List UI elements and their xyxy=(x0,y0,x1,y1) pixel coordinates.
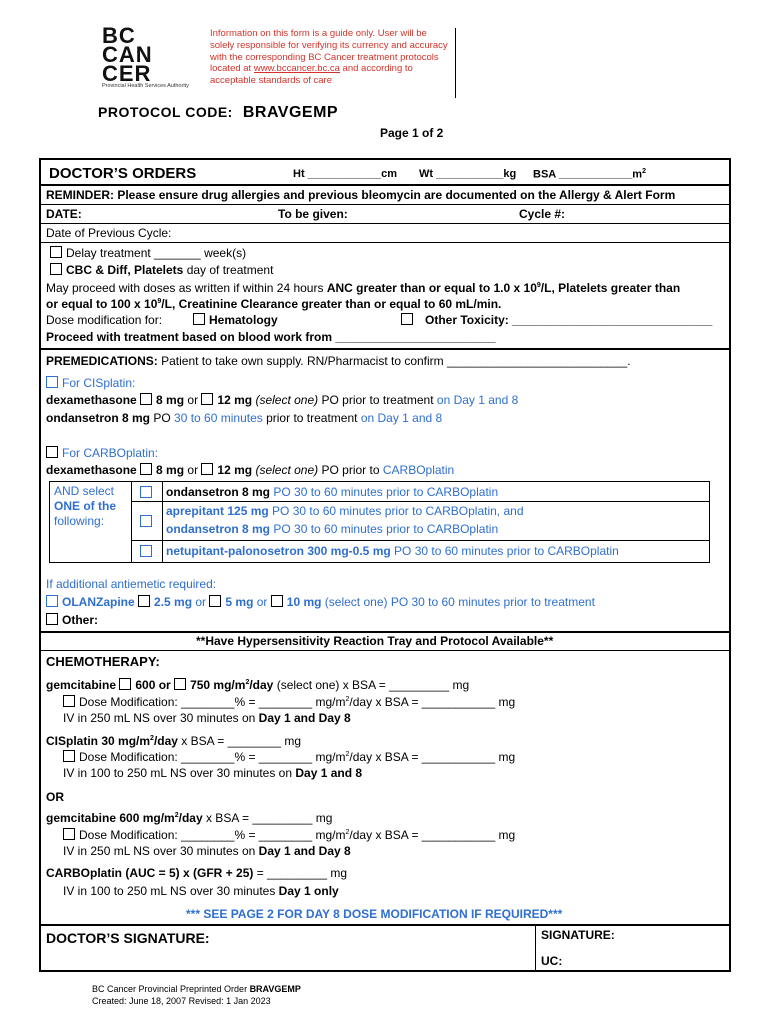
cis-dose-mod-checkbox[interactable] xyxy=(63,750,75,762)
gem-dose-mod-1-checkbox[interactable] xyxy=(63,695,75,707)
cycle-label[interactable]: Cycle #: xyxy=(519,207,566,221)
proceed-line-2: or equal to 100 x $10^9/L$, Creatinine Clearance greater than or equal to 60 mL/min. xyxy=(46,297,502,311)
hsr-notice: **Have Hypersensitivity Reaction Tray and Protocol Available** xyxy=(196,634,554,648)
doctor-signature-label: DOCTOR’S SIGNATURE: xyxy=(46,930,210,946)
gem-dose-mod-2[interactable]: Dose Modification: ________% = ________ $mg/m^2$/day x BSA = ___________ mg xyxy=(63,828,515,842)
carboplatin-checkbox[interactable] xyxy=(46,446,58,458)
dose-mod-label: Dose modification for: xyxy=(46,313,163,327)
option3-text: netupitant-palonosetron 300 mg-0.5 mg PO 30 to 60 minutes prior to CARBOplatin xyxy=(166,544,619,558)
option2a-text: aprepitant 125 mg PO 30 to 60 minutes prior to CARBOplatin, and xyxy=(166,504,524,518)
dex-8mg-checkbox[interactable] xyxy=(140,393,152,405)
signature-field[interactable]: SIGNATURE: xyxy=(541,928,615,942)
olanzapine-line: OLANZapine 2.5 mg or 5 mg or 10 mg (select one) PO 30 to 60 minutes prior to treatment xyxy=(46,595,595,609)
disclaimer-text: Information on this form is a guide only. User will be solely responsible for verifying its currency and accuracy with the corresponding BC Cancer treatment protocols located at www.bccancer.bc.ca and according to acceptable standards of care xyxy=(210,28,448,87)
cisplatin-checkbox[interactable] xyxy=(46,376,58,388)
gem600-line: gemcitabine 600 $mg/m^2$/day x BSA = _________ mg xyxy=(46,811,333,825)
option1-text: ondansetron 8 mg PO 30 to 60 minutes prior to CARBOplatin xyxy=(166,485,499,499)
gemcitabine-line: gemcitabine 600 or 750 $mg/m^2$/day (select one) x BSA = _________ mg xyxy=(46,678,470,692)
and-select-one-label: AND select ONE of the following: xyxy=(54,484,116,528)
premedications-heading: PREMEDICATIONS: Patient to take own supply. RN/Pharmacist to confirm ___________________________. xyxy=(46,354,631,368)
carbo-dexamethasone: dexamethasone 8 mg or 12 mg (select one) PO prior to CARBOplatin xyxy=(46,463,455,477)
proceed-blood-work[interactable]: Proceed with treatment based on blood work from ________________________ xyxy=(46,330,496,344)
cis-iv: IV in 100 to 250 mL NS over 30 minutes on Day 1 and 8 xyxy=(63,766,363,780)
if-additional-label: If additional antiemetic required: xyxy=(46,577,217,591)
hematology-checkbox[interactable] xyxy=(193,313,205,325)
see-page-2-notice: *** SEE PAGE 2 FOR DAY 8 DOSE MODIFICATION IF REQUIRED*** xyxy=(186,907,563,921)
other-toxicity-option[interactable]: Other Toxicity: ______________________________ xyxy=(401,313,712,327)
or-separator: OR xyxy=(46,790,64,804)
previous-cycle-label[interactable]: Date of Previous Cycle: xyxy=(46,226,172,240)
other-premed-checkbox[interactable] xyxy=(46,613,58,625)
protocol-code: PROTOCOL CODE: BRAVGEMP xyxy=(98,104,339,121)
gem-iv-2: IV in 250 mL NS over 30 minutes on Day 1 and Day 8 xyxy=(63,844,351,858)
gem-dose-mod-2-checkbox[interactable] xyxy=(63,828,75,840)
bsa-field[interactable]: BSA $\_\_\_\_\_\_\_\_\_\_\_\_m^2$ xyxy=(533,168,646,181)
hematology-option[interactable]: Hematology xyxy=(193,313,278,327)
cbc-item[interactable]: CBC & Diff, Platelets day of treatment xyxy=(50,263,273,277)
olanz-5-checkbox[interactable] xyxy=(209,595,221,607)
carbo-dex-8mg-checkbox[interactable] xyxy=(140,463,152,475)
gem-750-checkbox[interactable] xyxy=(174,678,186,690)
dex-12mg-checkbox[interactable] xyxy=(201,393,213,405)
bc-cancer-logo: BC CAN CER xyxy=(102,23,153,86)
cisplatin-line: CISplatin 30 $mg/m^2$/day x BSA = ________ mg xyxy=(46,734,302,748)
other-premed[interactable]: Other: xyxy=(46,613,98,627)
height-field[interactable]: Ht ____________cm xyxy=(293,168,397,180)
reminder-text: REMINDER: Please ensure drug allergies and previous bleomycin are documented on the Allergy & Alert Form xyxy=(46,188,676,202)
other-toxicity-checkbox[interactable] xyxy=(401,313,413,325)
cis-ondansetron: ondansetron 8 mg PO 30 to 60 minutes prior to treatment on Day 1 and 8 xyxy=(46,411,443,425)
gem-600-checkbox[interactable] xyxy=(119,678,131,690)
doctors-orders-form xyxy=(39,158,731,972)
carbo-iv: IV in 100 to 250 mL NS over 30 minutes Day 1 only xyxy=(63,884,339,898)
delay-checkbox[interactable] xyxy=(50,246,62,258)
olanzapine-checkbox[interactable] xyxy=(46,595,58,607)
date-label[interactable]: DATE: xyxy=(46,207,82,221)
bccancer-link[interactable]: www.bccancer.bc.ca xyxy=(253,63,340,75)
logo-subtitle: Provincial Health Services Authority xyxy=(102,83,189,89)
carbo-dex-12mg-checkbox[interactable] xyxy=(201,463,213,475)
option1-checkbox[interactable] xyxy=(140,486,152,498)
option2-checkbox[interactable] xyxy=(140,515,152,527)
cbc-checkbox[interactable] xyxy=(50,263,62,275)
uc-field[interactable]: UC: xyxy=(541,954,563,968)
option2b-text: ondansetron 8 mg PO 30 to 60 minutes prior to CARBOplatin xyxy=(166,522,499,536)
cisplatin-option[interactable]: For CISplatin: xyxy=(46,376,135,390)
gem-iv-1: IV in 250 mL NS over 30 minutes on Day 1 and Day 8 xyxy=(63,711,351,725)
option3-checkbox[interactable] xyxy=(140,545,152,557)
cis-dose-mod[interactable]: Dose Modification: ________% = ________ $mg/m^2$/day x BSA = ___________ mg xyxy=(63,750,515,764)
olanz-10-checkbox[interactable] xyxy=(271,595,283,607)
cis-dexamethasone: dexamethasone 8 mg or 12 mg (select one) PO prior to treatment on Day 1 and 8 xyxy=(46,393,519,407)
footer: BC Cancer Provincial Preprinted Order BRAVGEMP Created: June 18, 2007 Revised: 1 Jan 2023 xyxy=(92,984,301,1006)
chemotherapy-heading: CHEMOTHERAPY: xyxy=(46,654,160,669)
antiemetic-options-table xyxy=(49,481,710,563)
carboplatin-option[interactable]: For CARBOplatin: xyxy=(46,446,158,460)
weight-field[interactable]: Wt ___________kg xyxy=(419,168,517,180)
header-divider xyxy=(455,28,456,98)
olanz-25-checkbox[interactable] xyxy=(138,595,150,607)
delay-treatment[interactable]: Delay treatment _______ week(s) xyxy=(50,246,246,260)
page-number: Page 1 of 2 xyxy=(380,126,444,140)
to-be-given-label[interactable]: To be given: xyxy=(278,207,348,221)
proceed-line-1: May proceed with doses as written if within 24 hours ANC greater than or equal to 1.0 x $10^9/L$, Platelets greater than xyxy=(46,281,681,295)
orders-title: DOCTOR’S ORDERS xyxy=(49,165,197,182)
gem-dose-mod-1[interactable]: Dose Modification: ________% = ________ $mg/m^2$/day x BSA = ___________ mg xyxy=(63,695,515,709)
carboplatin-line: CARBOplatin (AUC = 5) x (GFR + 25) = _________ mg xyxy=(46,866,348,880)
